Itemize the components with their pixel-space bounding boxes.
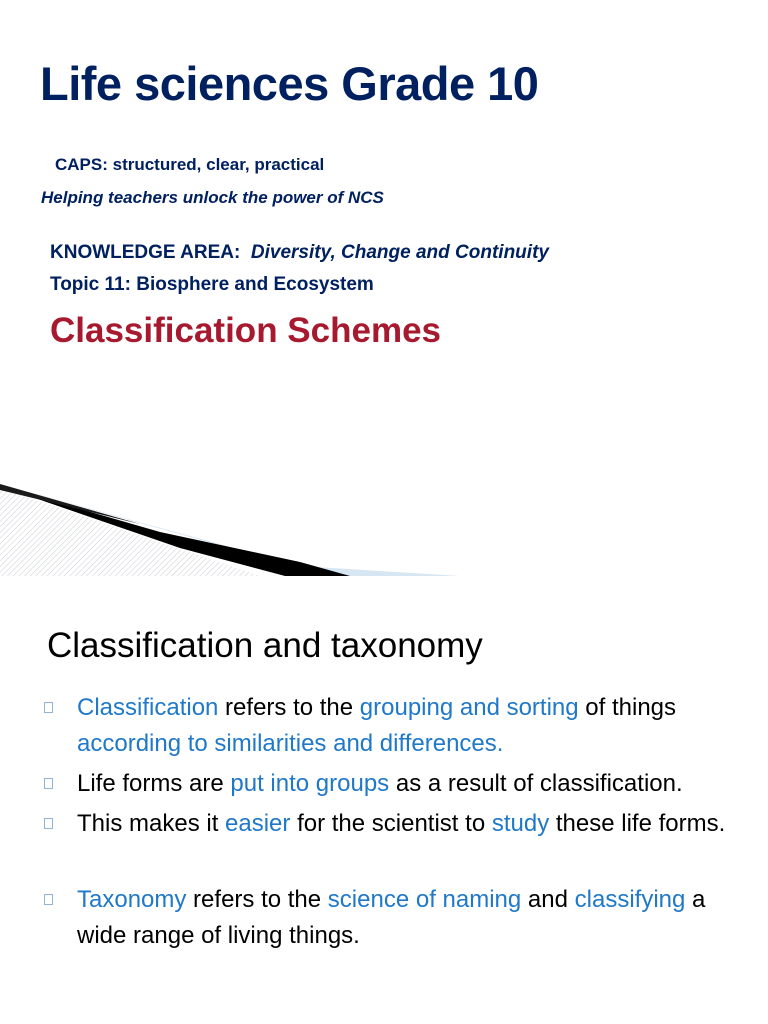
- bullet-text-segment: grouping and sorting: [359, 694, 579, 721]
- bullet-item: [44, 690, 744, 762]
- slide-subtitle: Classification Schemes: [50, 311, 441, 350]
- bullet-list: [44, 690, 744, 958]
- bullet-text-segment: of things: [578, 694, 677, 721]
- bullet-square-icon: [44, 818, 53, 829]
- bullet-item: [44, 766, 744, 802]
- bullet-text-segment: Taxonomy: [77, 886, 187, 913]
- bullet-square-icon: [44, 778, 53, 789]
- bullet-item: [44, 806, 744, 842]
- knowledge-area-label: KNOWLEDGE AREA:: [50, 242, 241, 263]
- bullet-text-segment: easier: [225, 810, 291, 837]
- bullet-text-segment: as a result of classification.: [389, 770, 683, 797]
- decorative-swoosh: [0, 470, 768, 576]
- bullet-text-segment: This makes it: [77, 810, 226, 837]
- bullet-text-segment: these life forms.: [549, 810, 726, 837]
- bullet-text-segment: according to similarities and differences.: [77, 730, 504, 757]
- slide-title: Life sciences Grade 10: [40, 57, 539, 110]
- section-heading: Classification and taxonomy: [47, 626, 483, 665]
- topic-line: Topic 11: Biosphere and Ecosystem: [50, 274, 374, 295]
- bullet-square-icon: [44, 894, 53, 905]
- bullet-text-segment: for the scientist to: [290, 810, 492, 837]
- bullet-text-segment: put into groups: [230, 770, 390, 797]
- bullet-text-segment: refers to the: [186, 886, 328, 913]
- bullet-square-icon: [44, 702, 53, 713]
- bullet-text-segment: science of naming: [327, 886, 522, 913]
- caps-tagline: CAPS: structured, clear, practical: [55, 155, 325, 174]
- bullet-text-segment: study: [491, 810, 550, 837]
- bullet-text-segment: a wide range of living things.: [77, 886, 706, 949]
- bullet-text-segment: Classification: [77, 694, 219, 721]
- helping-tagline: Helping teachers unlock the power of NCS: [41, 188, 384, 207]
- bullet-text-segment: Life forms are: [77, 770, 231, 797]
- bullet-item: [44, 882, 744, 954]
- knowledge-area: [50, 242, 549, 264]
- bullet-text-segment: and: [521, 886, 575, 913]
- bullet-text-segment: refers to the: [218, 694, 360, 721]
- bullet-text-segment: classifying: [574, 886, 686, 913]
- knowledge-area-value: Diversity, Change and Continuity: [250, 242, 549, 263]
